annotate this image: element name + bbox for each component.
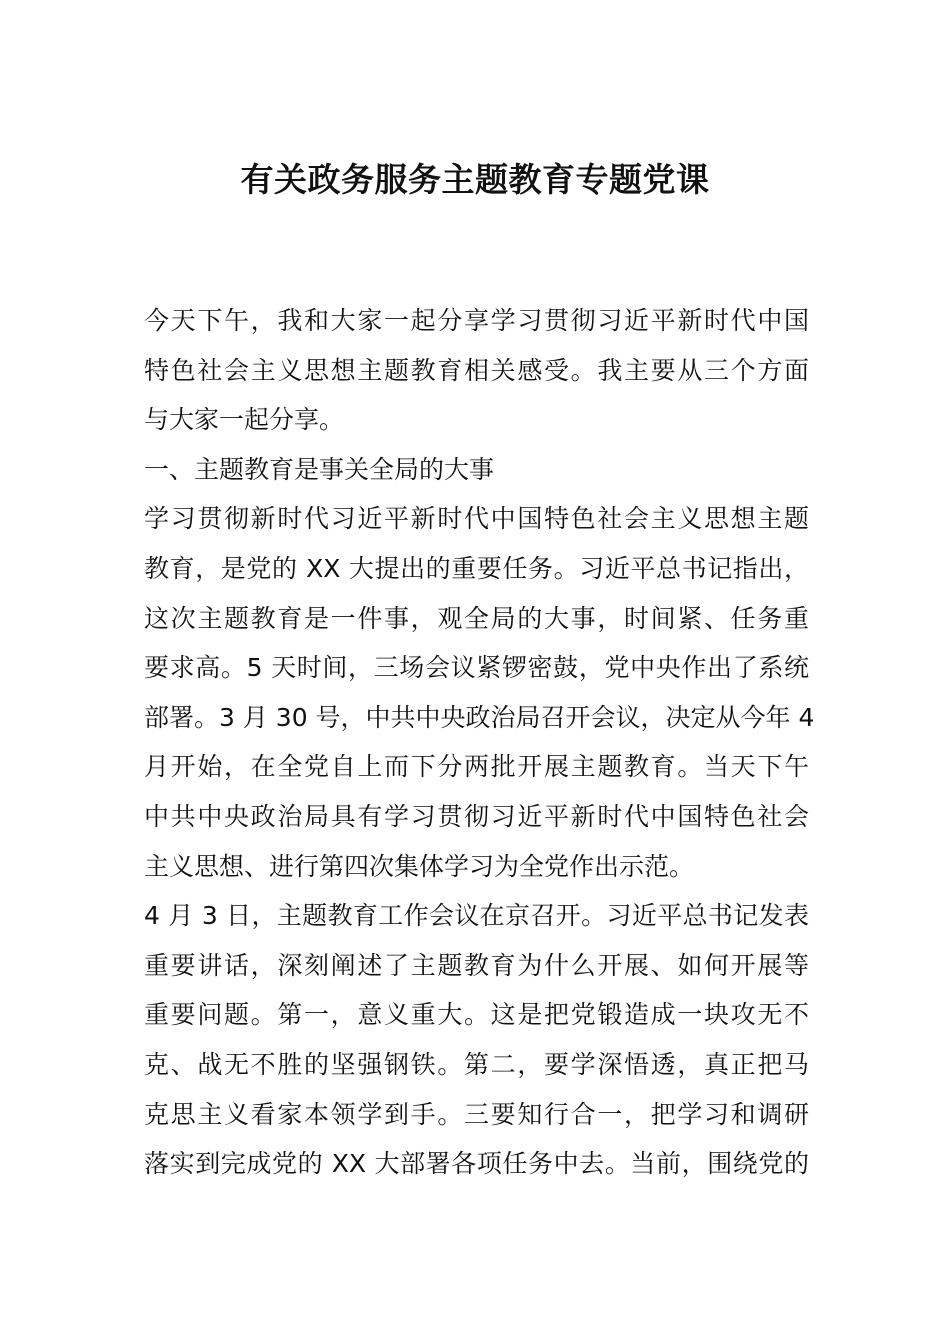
body-text-line: 克思主义看家本领学到手。三要知行合一，把学习和调研 [144, 1099, 809, 1129]
body-text-line: 克、战无不胜的坚强钢铁。第二，要学深悟透，真正把马 [144, 1049, 809, 1079]
body-text-line: 学习贯彻新时代习近平新时代中国特色社会主义思想主题 [144, 504, 809, 534]
document-body [144, 296, 815, 1189]
body-text-line: 特色社会主义思想主题教育相关感受。我主要从三个方面 [144, 355, 809, 385]
body-text-line: 4 月 3 日，主题教育工作会议在京召开。习近平总书记发表 [144, 901, 809, 931]
body-text-line: 与大家一起分享。 [144, 405, 345, 435]
body-text-line: 中共中央政治局具有学习贯彻习近平新时代中国特色社会 [144, 801, 809, 831]
body-text-line: 今天下午，我和大家一起分享学习贯彻习近平新时代中国 [144, 306, 809, 335]
body-text-line: 部署。3 月 30 号，中共中央政治局召开会议，决定从今年 4 [144, 702, 815, 732]
body-text-line: 要求高。5 天时间，三场会议紧锣密鼓，党中央作出了系统 [144, 653, 809, 683]
body-text-line: 落实到完成党的 XX 大部署各项任务中去。当前，围绕党的 [144, 1149, 809, 1179]
body-text-line: 重要讲话，深刻阐述了主题教育为什么开展、如何开展等 [144, 950, 809, 980]
body-text-line: 这次主题教育是一件事，观全局的大事，时间紧、任务重 [144, 603, 809, 633]
body-text-line: 月开始，在全党自上而下分两批开展主题教育。当天下午 [144, 752, 809, 782]
body-text-line: 一、主题教育是事关全局的大事 [144, 454, 495, 484]
body-text-line: 重要问题。第一，意义重大。这是把党锻造成一块攻无不 [144, 1000, 809, 1030]
body-text-line: 教育，是党的 XX 大提出的重要任务。习近平总书记指出， [144, 553, 809, 583]
body-text-line: 主义思想、进行第四次集体学习为全党作出示范。 [144, 851, 695, 881]
document-title: 有关政务服务主题教育专题党课 [240, 160, 710, 199]
